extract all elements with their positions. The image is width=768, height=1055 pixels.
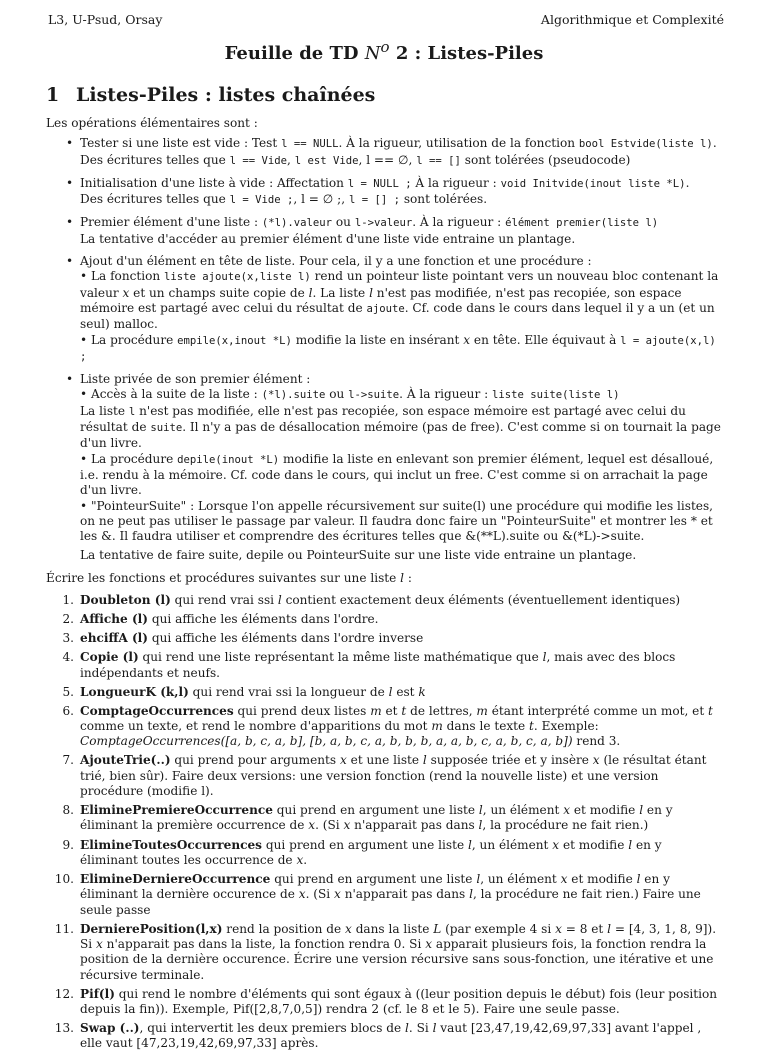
operation-item: • Ajout d'un élément en tête de liste. Pour cela, il y a une fonction et une procédure : • La fonction liste ajoute(x,liste l) rend un pointeur liste pointant vers un nouveau bloc contenant la valeur x et un champs suite copie de l. La liste l n'est pas modifiée, n'est pas recopiée, son espace mémoire est partagé avec celui du résultat de ajoute. Cf. code dans le cours dans lequel il y a un (et un seul) malloc. • La procédure empile(x,inout *L) modifie la liste en insérant x en tête. Elle équivaut à l = ajoute(x,l) ; bbox=[80, 254, 722, 365]
exercise-item: 12. Pif(l) qui rend le nombre d'éléments qui sont égaux à ((leur position depuis le début) fois (leur position depuis la fin)). Exemple, Pif([2,8,7,0,5]) rendra 2 (cf. le 8 et le 5). Faire une seule passe. bbox=[54, 986, 718, 1016]
exercise-item: 2. Affiche (l) qui affiche les éléments dans l'ordre. bbox=[62, 612, 379, 627]
exercise-item: 1. Doubleton (l) qui rend vrai ssi l contient exactement deux éléments (éventuellement identiques) bbox=[62, 593, 681, 608]
operation-item: • Liste privée de son premier élément : • Accès à la suite de la liste : (*l).suite ou l->suite. À la rigueur : liste suite(liste l) La liste l n'est pas modifiée, elle n'est pas recopiée, son espace mémoire est partagé avec celui du résultat de suite. Il n'y a pas de désallocation mémoire (pas de free). C'est comme si on tournait la page d'un livre. • La procédure depile(inout *L) modifie la liste en enlevant son premier élément, lequel est désalloué, i.e. rendu à la mémoire. Cf. code dans le cours, qui inclut un free. C'est comme si on arrachait la page d'un livre. • "PointeurSuite" : Lorsque l'on appelle récursivement sur suite(l) une procédure qui modifie les listes, on ne peut pas utiliser le passage par valeur. Il faudra donc faire un "PointeurSuite" et montrer les * et les &. Il faudra utiliser et comprendre des écritures telles que &(**L).suite ou &(*L)->suite. La tentative de faire suite, depile ou PointeurSuite sur une liste vide entraine un plantage. bbox=[80, 372, 722, 564]
intro-text: Les opérations élémentaires sont : bbox=[46, 116, 258, 130]
header-right: Algorithmique et Complexité bbox=[540, 12, 724, 27]
content bbox=[46, 116, 722, 1055]
operation-item: • Initialisation d'une liste à vide : Affectation l = NULL ; À la rigueur : void Initvide(inout liste *L). Des écritures telles que l = Vide ;, l = ∅ ;, l = [] ; sont tolérées. bbox=[80, 176, 722, 209]
exercise-item: 5. LongueurK (k,l) qui rend vrai ssi la longueur de l est k bbox=[62, 684, 426, 699]
exercise-item: 6. ComptageOccurrences qui prend deux listes m et t de lettres, m étant interprété comme un mot, et t comme un texte, et rend le nombre d'apparitions du mot m dans le texte t. Exemple: ComptageOccurrences([a, b, c, a, b], [b, a, b, c, a, b, b, b, a, a, b, c, a, b, c, a, b]) rend 3. bbox=[62, 703, 713, 749]
exercise-item: 11. DernierePosition(l,x) rend la position de x dans la liste L (par exemple 4 si x = 8 et l = [4, 3, 1, 8, 9]). Si x n'apparait pas dans la liste, la fonction rendra 0. Si x apparait plusieurs fois, la fonction rendra la position de la dernière occurence. Écrire une version récursive sans sous-fonction, une itérative et une récursive terminale. bbox=[54, 921, 717, 982]
exercise-item: 13. Swap (..), qui intervertit les deux premiers blocs de l. Si l vaut [23,47,19,42,69,97,33] avant l'appel , elle vaut [47,23,19,42,69,97,33] après. bbox=[54, 1021, 702, 1051]
header-left: L3, U-Psud, Orsay bbox=[48, 12, 163, 27]
page-title: Feuille de TD $N^o$ 2 : Listes-Piles bbox=[224, 38, 544, 64]
exercise-item: 8. EliminePremiereOccurrence qui prend en argument une liste l, un élément x et modifie l en y éliminant la première occurrence de x. (Si x n'apparait pas dans l, la procédure ne fait rien.) bbox=[62, 803, 673, 833]
exercise-item: 7. AjouteTrie(..) qui prend pour arguments x et une liste l supposée triée et y insère x (le résultat étant trié, bien sûr). Faire deux versions: une version fonction (rend la nouvelle liste) et une version procédure (modifie l). bbox=[62, 753, 707, 799]
exercise-item: 4. Copie (l) qui rend une liste représentant la même liste mathématique que l, mais avec des blocs indépendants et neufs. bbox=[62, 650, 676, 680]
operations-list bbox=[46, 136, 722, 563]
section-heading: 1 Listes-Piles : listes chaînées bbox=[46, 84, 376, 106]
exercise-list bbox=[46, 593, 722, 1052]
exercise-prompt: Écrire les fonctions et procédures suivantes sur une liste l : bbox=[46, 570, 412, 585]
exercise-item: 3. ehciffA (l) qui affiche les éléments dans l'ordre inverse bbox=[62, 631, 424, 646]
operation-item: • Premier élément d'une liste : (*l).valeur ou l->valeur. À la rigueur : élément premier(liste l) La tentative d'accéder au premier élément d'une liste vide entraine un plantage. bbox=[80, 215, 722, 247]
page-header bbox=[48, 12, 724, 27]
exercise-item: 10. ElimineDerniereOccurrence qui prend en argument une liste l, un élément x et modifie l en y éliminant la dernière occurence de x. (Si x n'apparait pas dans l, la procédure ne fait rien.) Faire une seule passe bbox=[54, 871, 701, 917]
exercise-item: 9. ElimineToutesOccurrences qui prend en argument une liste l, un élément x et modifie l en y éliminant toutes les occurrence de x. bbox=[62, 837, 662, 867]
operation-item: • Tester si une liste est vide : Test l == NULL. À la rigueur, utilisation de la fonction bool Estvide(liste l). Des écritures telles que l == Vide, l est Vide, l == ∅, l == [] sont tolérées (pseudocode) bbox=[80, 136, 722, 169]
